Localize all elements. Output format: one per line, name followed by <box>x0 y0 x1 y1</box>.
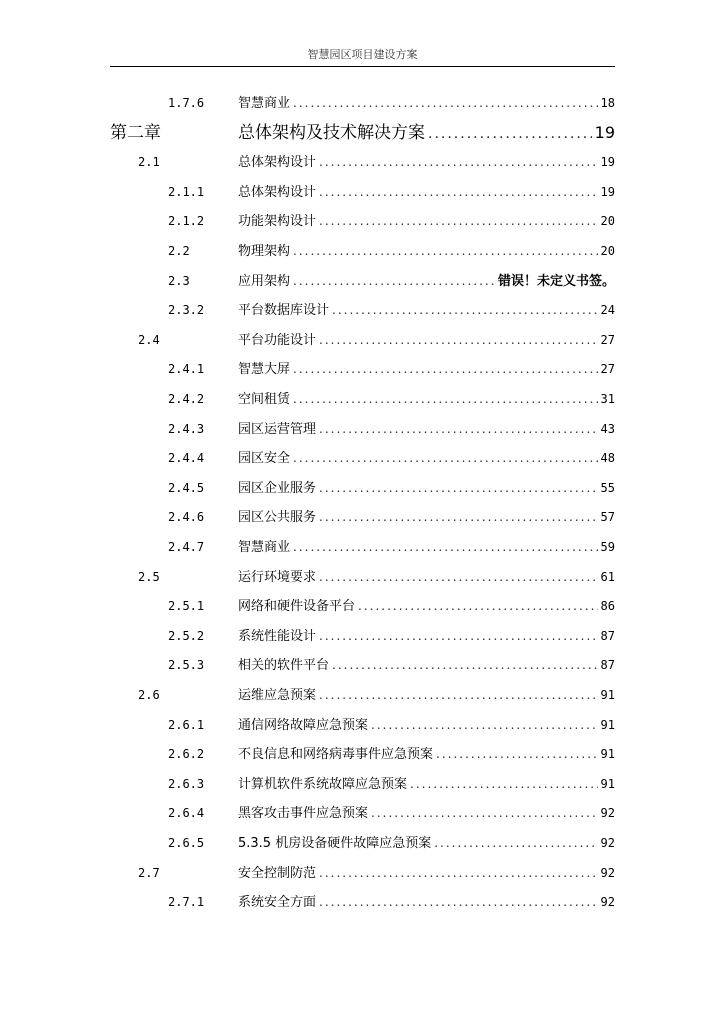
toc-page-number: 87 <box>600 628 615 643</box>
toc-entry-line <box>238 684 615 706</box>
toc-leader-dots <box>293 270 495 292</box>
toc-entry-number: 2.4.5 <box>168 480 205 495</box>
toc-page-number: 92 <box>600 865 615 880</box>
toc-entry-title: 不良信息和网络病毒事件应急预案 <box>238 747 434 763</box>
toc-entry-title: 平台功能设计 <box>238 332 317 348</box>
toc-entry-title: 安全控制防范 <box>238 865 317 881</box>
toc-entry-number: 2.3.2 <box>168 303 205 318</box>
toc-entry[interactable] <box>0 862 724 884</box>
toc-leader-dots <box>319 862 598 884</box>
toc-entry[interactable] <box>0 270 724 292</box>
toc-entry-line <box>238 773 615 795</box>
toc-entry[interactable] <box>0 92 724 114</box>
toc-entry[interactable] <box>0 802 724 824</box>
toc-entry-title: 智慧大屏 <box>238 362 291 378</box>
toc-entry-line <box>238 862 615 884</box>
toc-leader-dots <box>371 714 598 736</box>
toc-page-number: 91 <box>600 776 615 791</box>
toc-leader-dots <box>428 121 592 147</box>
toc-entry-number: 第二章 <box>110 122 161 143</box>
toc-entry-line <box>238 151 615 173</box>
toc-entry-title: 系统安全方面 <box>238 895 317 911</box>
toc-entry[interactable] <box>0 299 724 321</box>
toc-entry-title: 园区运营管理 <box>238 421 317 437</box>
toc-page-number: 19 <box>600 184 615 199</box>
toc-entry-number: 2.5.1 <box>168 599 205 614</box>
toc-page-number: 20 <box>600 244 615 258</box>
toc-entry-number: 2.7.1 <box>168 895 205 910</box>
toc-entry-title: 总体架构设计 <box>238 155 317 171</box>
toc-entry-number: 2.5.2 <box>168 628 205 643</box>
toc-entry-title: 5.3.5 机房设备硬件故障应急预案 <box>238 836 432 851</box>
toc-entry-title: 智慧商业 <box>238 96 291 111</box>
toc-leader-dots <box>319 151 598 173</box>
toc-entry-line <box>238 388 615 410</box>
toc-leader-dots <box>319 891 598 913</box>
toc-entry-title: 功能架构设计 <box>238 214 317 230</box>
toc-entry-line <box>238 891 615 913</box>
toc-leader-dots <box>434 832 597 854</box>
toc-leader-dots <box>410 773 598 795</box>
toc-entry[interactable] <box>0 595 724 617</box>
toc-entry[interactable] <box>0 329 724 351</box>
toc-page-number: 92 <box>600 836 615 850</box>
toc-leader-dots <box>293 92 598 114</box>
toc-leader-dots <box>332 299 598 321</box>
toc-page-number: 92 <box>600 806 615 821</box>
toc-entry-line <box>238 299 615 321</box>
toc-entry-number: 2.2 <box>168 244 190 258</box>
toc-page-number: 59 <box>600 540 615 554</box>
toc-entry-number: 2.6.1 <box>168 717 205 732</box>
toc-entry[interactable] <box>0 181 724 203</box>
toc-entry-title: 运维应急预案 <box>238 688 317 703</box>
toc-entry-line <box>238 329 615 351</box>
toc-leader-dots <box>319 477 598 499</box>
toc-entry-line <box>238 595 615 617</box>
toc-entry-number: 2.4.2 <box>168 392 205 406</box>
toc-page-number: 20 <box>600 214 615 229</box>
toc-entry-title: 黑客攻击事件应急预案 <box>238 806 369 822</box>
toc-entry-line <box>238 120 615 146</box>
toc-entry-line <box>238 654 615 676</box>
toc-leader-dots <box>319 566 598 588</box>
toc-entry-title: 园区安全 <box>238 451 291 467</box>
toc-entry-number: 2.5 <box>138 569 160 584</box>
toc-page-number: 19 <box>600 155 615 170</box>
toc-entry-number: 2.6 <box>138 688 160 702</box>
toc-entry-line <box>238 714 615 736</box>
toc-page-number: 43 <box>600 421 615 436</box>
toc-page-number: 48 <box>600 451 615 466</box>
toc-entry-number: 2.1.1 <box>168 184 205 199</box>
toc-page-number: 86 <box>600 599 615 614</box>
toc-leader-dots <box>293 358 598 380</box>
toc-entry[interactable] <box>0 566 724 588</box>
toc-entry-number: 2.4.6 <box>168 510 205 525</box>
toc-entry-title: 应用架构 <box>238 273 291 289</box>
toc-entry[interactable] <box>0 714 724 736</box>
toc-entry[interactable] <box>0 891 724 913</box>
toc-entry-number: 2.4.3 <box>168 421 205 436</box>
toc-entry-line <box>238 536 615 558</box>
toc-page-number: 55 <box>600 480 615 495</box>
header-title: 智慧园区项目建设方案 <box>307 48 418 61</box>
toc-page-number: 87 <box>600 658 615 673</box>
toc-entry[interactable] <box>0 120 724 146</box>
toc-page-number: 18 <box>600 96 615 110</box>
toc-entry-title: 计算机软件系统故障应急预案 <box>238 776 408 792</box>
toc-entry-title: 系统性能设计 <box>238 628 317 644</box>
toc-leader-dots <box>319 418 598 440</box>
toc-leader-dots <box>319 181 598 203</box>
toc-page-number: 92 <box>600 895 615 910</box>
toc-entry-number: 2.6.4 <box>168 806 205 821</box>
toc-entry[interactable] <box>0 418 724 440</box>
toc-entry-title: 网络和硬件设备平台 <box>238 599 356 615</box>
toc-entry-title: 运行环境要求 <box>238 569 317 585</box>
toc-leader-dots <box>293 447 598 469</box>
toc-entry-number: 2.6.5 <box>168 836 205 850</box>
toc-entry-title: 空间租赁 <box>238 392 291 407</box>
toc-error-message: 错误！未定义书签。 <box>497 273 615 289</box>
toc-entry-line <box>238 181 615 203</box>
toc-entry-line <box>238 240 615 262</box>
toc-entry[interactable] <box>0 654 724 676</box>
toc-entry-title: 物理架构 <box>238 244 291 259</box>
toc-entry-number: 2.6.3 <box>168 776 205 791</box>
toc-leader-dots <box>293 240 598 262</box>
toc-entry-line <box>238 625 615 647</box>
toc-leader-dots <box>436 743 598 765</box>
toc-entry-number: 2.5.3 <box>168 658 205 673</box>
toc-entry-title: 总体架构及技术解决方案 <box>238 122 425 143</box>
toc-entry-number: 1.7.6 <box>168 96 205 110</box>
toc-entry-line <box>238 802 615 824</box>
toc-page-number: 24 <box>600 303 615 318</box>
toc-entry[interactable] <box>0 151 724 173</box>
toc-entry-number: 2.1.2 <box>168 214 205 229</box>
toc-leader-dots <box>319 625 598 647</box>
toc-entry[interactable] <box>0 684 724 706</box>
toc-entry[interactable] <box>0 358 724 380</box>
toc-entry-line <box>238 210 615 232</box>
toc-entry-title: 相关的软件平台 <box>238 658 330 674</box>
toc-page-number: 19 <box>594 122 615 142</box>
toc-entry-line <box>238 832 615 854</box>
toc-page-number: 57 <box>600 510 615 525</box>
toc-entry-title: 园区公共服务 <box>238 510 317 526</box>
toc-entry-number: 2.1 <box>138 155 160 170</box>
toc-leader-dots <box>319 684 598 706</box>
toc-leader-dots <box>293 536 598 558</box>
toc-entry[interactable] <box>0 773 724 795</box>
toc-entry[interactable] <box>0 210 724 232</box>
toc-entry[interactable] <box>0 447 724 469</box>
toc-entry-line <box>238 566 615 588</box>
toc-entry-number: 2.4.7 <box>168 540 205 554</box>
toc-entry-line <box>238 270 615 292</box>
toc-entry[interactable] <box>0 625 724 647</box>
toc-entry[interactable] <box>0 477 724 499</box>
toc-page-number: 91 <box>600 688 615 702</box>
toc-entry-line <box>238 418 615 440</box>
toc-leader-dots <box>293 388 598 410</box>
toc-page-number: 27 <box>600 332 615 347</box>
toc-entry-title: 智慧商业 <box>238 540 291 555</box>
toc-entry-line <box>238 447 615 469</box>
toc-entry-line <box>238 743 615 765</box>
toc-entry-title: 总体架构设计 <box>238 184 317 200</box>
toc-entry-number: 2.3 <box>168 273 190 288</box>
toc-entry-number: 2.4 <box>138 332 160 347</box>
toc-entry-number: 2.4.1 <box>168 362 205 377</box>
toc-entry-title: 平台数据库设计 <box>238 303 330 319</box>
toc-entry[interactable] <box>0 240 724 262</box>
toc-leader-dots <box>319 210 598 232</box>
toc-leader-dots <box>358 595 598 617</box>
toc-entry-number: 2.6.2 <box>168 747 205 762</box>
toc-entry[interactable] <box>0 832 724 854</box>
toc-page-number: 91 <box>600 747 615 762</box>
toc-entry-line <box>238 358 615 380</box>
toc-entry[interactable] <box>0 506 724 528</box>
toc-entry-title: 园区企业服务 <box>238 480 317 496</box>
toc-entry-line <box>238 92 615 114</box>
toc-entry[interactable] <box>0 536 724 558</box>
toc-page-number: 27 <box>600 362 615 377</box>
toc-entry-line <box>238 477 615 499</box>
toc-leader-dots <box>319 329 598 351</box>
toc-page-number: 91 <box>600 717 615 732</box>
toc-entry-number: 2.7 <box>138 865 160 880</box>
toc-leader-dots <box>371 802 598 824</box>
toc-page-number: 61 <box>600 569 615 584</box>
toc-entry[interactable] <box>0 388 724 410</box>
toc-entry-line <box>238 506 615 528</box>
toc-page-number: 31 <box>600 392 615 406</box>
toc-entry-title: 通信网络故障应急预案 <box>238 717 369 733</box>
toc-leader-dots <box>332 654 598 676</box>
toc-entry-number: 2.4.4 <box>168 451 205 466</box>
toc-entry[interactable] <box>0 743 724 765</box>
toc-leader-dots <box>319 506 598 528</box>
